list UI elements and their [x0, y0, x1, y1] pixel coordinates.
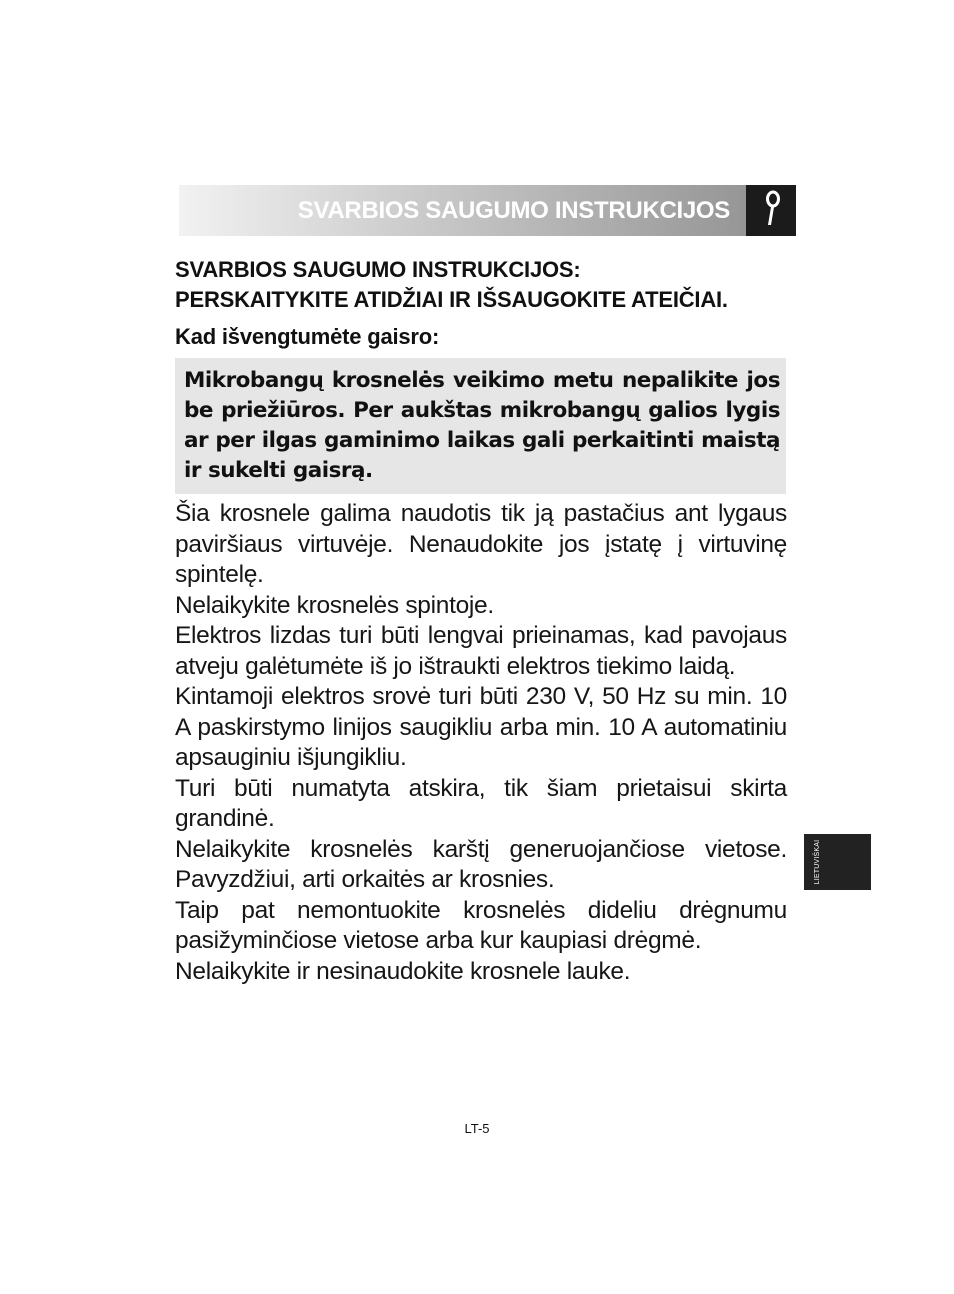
main-heading: SVARBIOS SAUGUMO INSTRUKCIJOS: [175, 257, 581, 282]
fire-prevention-heading: Kad išvengtumėte gaisro: [175, 324, 440, 349]
page-number: LT-5 [464, 1121, 490, 1136]
instructions-body [175, 499, 787, 987]
paragraph: Šia krosnele galima naudotis tik ją pastačius ant lygaus paviršiaus virtuvėje. Nenaudokite jos įstatę į virtuvinę spintelę. [175, 500, 787, 588]
banner-title: SVARBIOS SAUGUMO INSTRUKCIJOS [297, 197, 730, 224]
paragraph: Kintamoji elektros srovė turi būti 230 V, 50 Hz su min. 10 A paskirstymo linijos saugikliu arba min. 10 A automatiniu apsauginiu išjungikliu. [175, 683, 787, 771]
paragraph: Nelaikykite krosnelės spintoje. [175, 591, 494, 619]
paragraph: Taip pat nemontuokite krosnelės dideliu drėgnumu pasižyminčiose vietose arba kur kaupiasi drėgmė. [175, 896, 787, 954]
paragraph: Elektros lizdas turi būti lengvai prieinamas, kad pavojaus atveju galėtumėte iš jo ištraukti elektros tiekimo laidą. [175, 622, 787, 680]
warning-text: Mikrobangų krosnelės veikimo metu nepalikite jos be priežiūros. Per aukštas mikrobangų galios lygis ar per ilgas gaminimo laikas gali perkaitinti maistą ir sukelti gaisrą. [184, 368, 780, 483]
section-banner [179, 185, 796, 236]
main-heading-subline: PERSKAITYKITE ATIDŽIAI IR IŠSAUGOKITE ATEIČIAI. [175, 287, 728, 312]
info-icon [746, 185, 796, 236]
paragraph: Nelaikykite krosnelės karštį generuojančiose vietose. Pavyzdžiui, arti orkaitės ar krosnies. [175, 835, 787, 893]
paragraph: Nelaikykite ir nesinaudokite krosnele lauke. [175, 957, 631, 985]
warning-box [175, 358, 786, 494]
language-tab [804, 834, 871, 890]
paragraph: Turi būti numatyta atskira, tik šiam prietaisui skirta grandinė. [175, 774, 787, 832]
language-tab-label: LIETUVIŠKAI [814, 839, 821, 885]
